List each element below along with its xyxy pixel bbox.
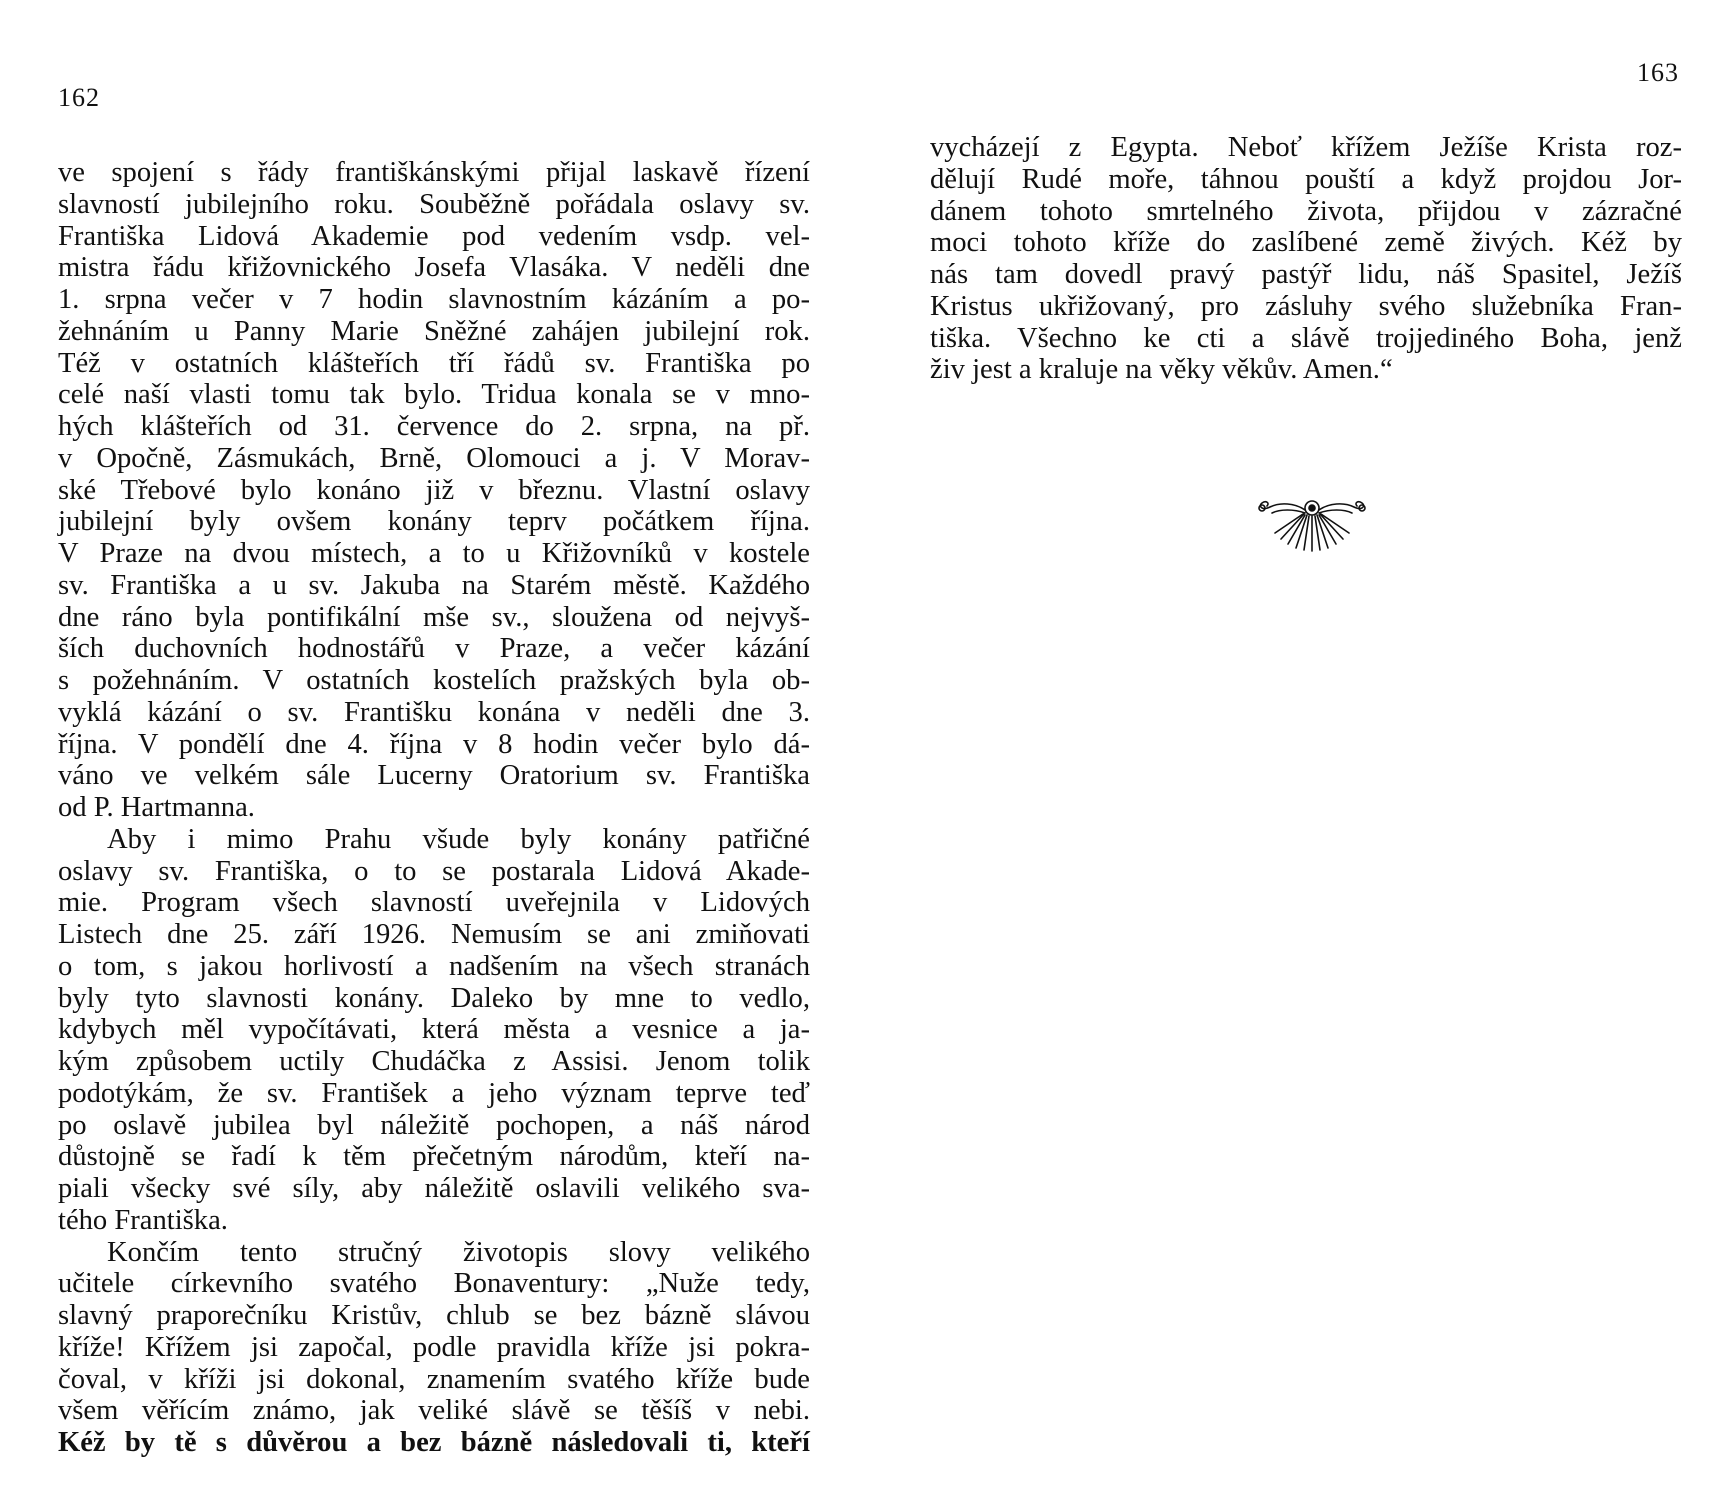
text-line: mie. Program všech slavností uveřejnila v Lidových [58,887,810,919]
text-line: dne ráno byla pontifikální mše sv., sloužena od nejvyš- [58,601,810,633]
text-line: sv. Františka a u sv. Jakuba na Starém městě. Každého [58,569,810,601]
text-line: žehnáním u Panny Marie Sněžné zahájen jubilejní rok. [58,315,810,347]
right-page [860,0,1734,1500]
page-number-left: 162 [58,83,100,112]
text-line: tého Františka. [58,1204,228,1236]
text-line: všem věřícím známo, jak veliké slávě se těšíš v nebi. [58,1395,810,1427]
text-line: živ jest a kraluje na věky věkův. Amen.“ [930,354,1393,386]
text-line: důstojně se řadí k těm přečetným národům, kteří na- [58,1141,810,1173]
text-line: o tom, s jakou horlivostí a nadšením na všech stranách [58,950,810,982]
left-text-column [58,157,810,1459]
page-number-right: 163 [1637,58,1679,87]
scroll-flourish-ornament-icon [1250,493,1374,555]
text-line: podotýkám, že sv. František a jeho význam teprve teď [58,1077,810,1109]
text-line: jubilejní byly ovšem konány teprv počátkem října. [58,506,810,538]
text-line: v Opočně, Zásmukách, Brně, Olomouci a j. V Morav- [58,442,810,474]
text-line: ské Třebové bylo konáno již v březnu. Vlastní oslavy [58,474,810,506]
text-line: tiška. Všechno ke cti a slávě trojjediného Boha, jenž [930,322,1682,354]
text-line: října. V pondělí dne 4. října v 8 hodin večer bylo dá- [58,728,810,760]
text-line: moci tohoto kříže do zaslíbené země živých. Kéž by [930,227,1682,259]
left-page [0,0,860,1500]
text-line: Kristus ukřižovaný, pro zásluhy svého služebníka Fran- [930,290,1682,322]
text-line: učitele církevního svatého Bonaventury: „Nuže tedy, [58,1268,810,1300]
text-line: po oslavě jubilea byl náležitě pochopen, a náš národ [58,1109,810,1141]
text-line: oslavy sv. Františka, o to se postarala Lidová Akade- [58,855,810,887]
text-line: Kéž by tě s důvěrou a bez bázně následovali ti, kteří [58,1427,810,1458]
text-line: kříže! Křížem jsi započal, podle pravidla kříže jsi pokra- [58,1331,810,1363]
text-line: ve spojení s řády františkánskými přijal laskavě řízení [58,157,810,188]
text-line: byly tyto slavnosti konány. Daleko by mne to vedlo, [58,982,810,1014]
text-line: od P. Hartmanna. [58,792,255,823]
text-line: Též v ostatních klášteřích tří řádů sv. Františka po [58,347,810,379]
right-text-column [930,132,1682,386]
text-line: s požehnáním. V ostatních kostelích pražských byla ob- [58,665,810,696]
text-line: Františka Lidová Akademie pod vedením vsdp. vel- [58,220,810,252]
text-line: Listech dne 25. září 1926. Nemusím se ani zmiňovati [58,919,810,950]
text-line: slavný praporečníku Kristův, chlub se bez bázně slávou [58,1300,810,1331]
text-line: vycházejí z Egypta. Neboť křížem Ježíše Krista roz- [930,132,1682,163]
text-line: ších duchovních hodnostářů v Praze, a večer kázání [58,633,810,665]
text-line: slavností jubilejního roku. Souběžně pořádala oslavy sv. [58,188,810,220]
text-line: mistra řádu křižovnického Josefa Vlasáka. V neděli dne [58,252,810,284]
text-line: kým způsobem uctily Chudáčka z Assisi. Jenom tolik [58,1046,810,1077]
text-line: celé naší vlasti tomu tak bylo. Tridua konala se v mno- [58,379,810,411]
text-line: V Praze na dvou místech, a to u Křižovníků v kostele [58,538,810,569]
text-line: 1. srpna večer v 7 hodin slavnostním kázáním a po- [58,284,810,315]
text-line: kdybych měl vypočítávati, která města a vesnice a ja- [58,1014,810,1046]
paragraph-first-line: Aby i mimo Prahu všude byly konány patřičné [107,823,810,855]
text-line: hých klášteřích od 31. července do 2. srpna, na př. [58,411,810,442]
text-line: váno ve velkém sále Lucerny Oratorium sv. Františka [58,760,810,792]
paragraph-first-line: Končím tento stručný životopis slovy velikého [107,1236,810,1268]
text-line: čoval, v kříži jsi dokonal, znamením svatého kříže bude [58,1363,810,1395]
text-line: nás tam dovedl pravý pastýř lidu, náš Spasitel, Ježíš [930,259,1682,290]
text-line: vyklá kázání o sv. Františku konána v neděli dne 3. [58,696,810,728]
text-line: piali všecky své síly, aby náležitě oslavili velikého sva- [58,1173,810,1204]
text-line: dělují Rudé moře, táhnou pouští a když projdou Jor- [930,163,1682,195]
text-line: dánem tohoto smrtelného života, přijdou v zázračné [930,195,1682,227]
